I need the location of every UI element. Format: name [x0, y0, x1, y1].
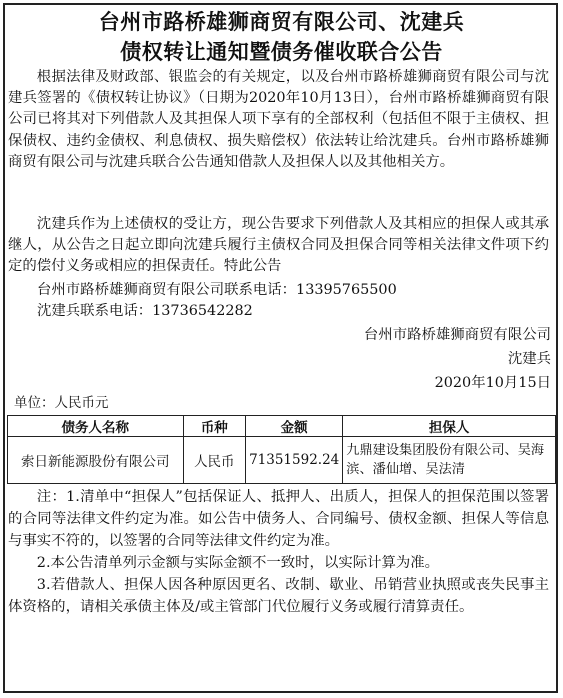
debt-table [7, 415, 556, 484]
header-currency: 币种 [183, 416, 246, 437]
table-header-row [8, 416, 556, 437]
cell-amount: 71351592.24 [246, 437, 343, 484]
notice-title-line1: 台州市路桥雄狮商贸有限公司、沈建兵 [98, 10, 465, 34]
signature-company: 台州市路桥雄狮商贸有限公司 [363, 327, 551, 343]
note-2: 2.本公告清单列示金额与实际金额不一致时，以实际计算为准。 [36, 555, 440, 571]
signature-date: 2020年10月15日 [434, 375, 551, 391]
cell-guarantor: 九鼎建设集团股份有限公司、吴海滨、潘仙增、吴法清 [343, 437, 556, 484]
notice-title-line2: 债权转让通知暨债务催收联合公告 [120, 40, 443, 64]
contact-company-phone: 台州市路桥雄狮商贸有限公司联系电话：13395765500 [37, 282, 397, 298]
cell-debtor: 索日新能源股份有限公司 [8, 437, 184, 484]
signature-person: 沈建兵 [507, 351, 551, 367]
body-paragraph-transfer: 根据法律及财政部、银监会的有关规定，以及台州市路桥雄狮商贸有限公司与沈建兵签署的《债权转让协议》（日期为2020年10月13日），台州市路桥雄狮商贸有限公司已将其对下列借款人及其担保人项下享有的全部权利（包括但不限于主债权、担保债权、违约金债权、利息债权、损失赔偿权）依法转让给沈建兵。台州市路桥雄狮商贸有限公司与沈建兵联合公告通知借款人及担保人以及其他相关方。 [8, 69, 549, 170]
currency-unit-label: 单位：人民币元 [14, 395, 109, 411]
note-3: 3.若借款人、担保人因各种原因更名、改制、歇业、吊销营业执照或丧失民事主体资格的，请相关承债主体及/或主管部门代位履行义务或履行清算责任。 [8, 577, 549, 615]
table-row [8, 437, 556, 484]
body-paragraph-demand: 沈建兵作为上述债权的受让方，现公告要求下列借款人及其相应的担保人或其承继人，从公告之日起立即向沈建兵履行主债权合同及担保合同等相关法律文件项下约定的偿付义务或相应的担保责任。特此公告 [8, 216, 549, 275]
header-guarantor: 担保人 [343, 416, 556, 437]
note-1: 注：1.清单中“担保人”包括保证人、抵押人、出质人，担保人的担保范围以签署的合同等法律文件约定为准。如公告中债务人、合同编号、债权金额、担保人等信息与事实不符的，以签署的合同等法律文件约定为准。 [8, 489, 549, 549]
contact-person-phone: 沈建兵联系电话：13736542282 [37, 303, 253, 319]
header-debtor: 债务人名称 [8, 416, 184, 437]
cell-currency: 人民币 [183, 437, 246, 484]
notes-section [8, 486, 549, 618]
header-amount: 金额 [246, 416, 343, 437]
